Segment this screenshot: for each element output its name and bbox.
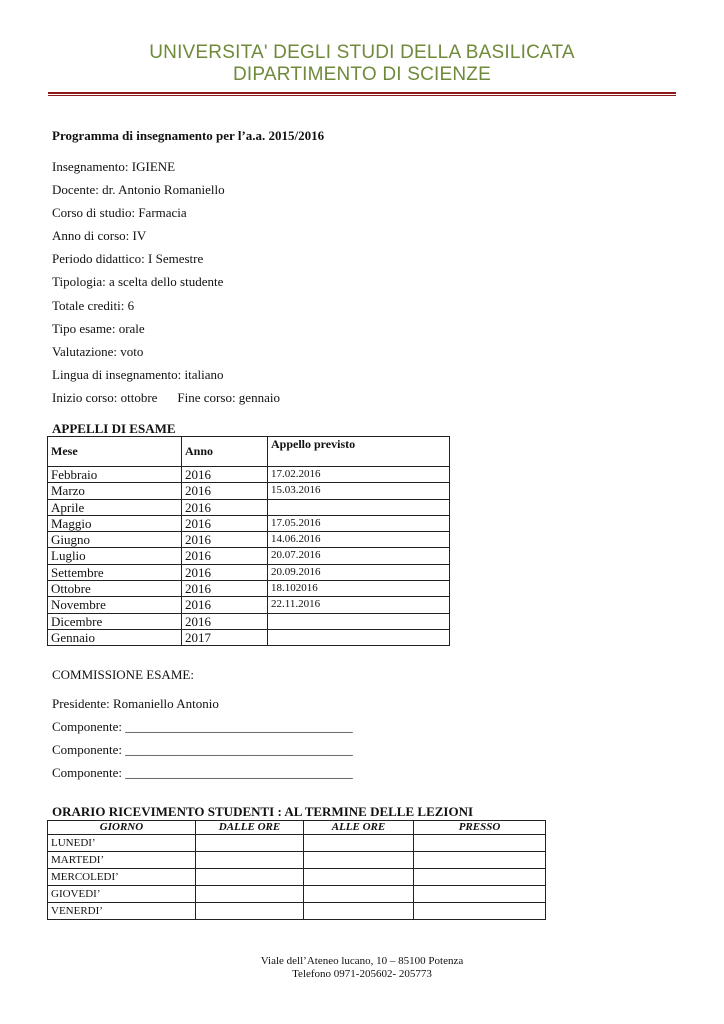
cell-anno: 2016 [182, 499, 268, 515]
cell-appello: 17.05.2016 [268, 515, 450, 531]
header-presso: PRESSO [414, 821, 546, 835]
cell-appello [268, 499, 450, 515]
cell-giorno: MARTEDI’ [48, 852, 196, 869]
cell-anno: 2016 [182, 467, 268, 483]
info-tipo-esame: Tipo esame: orale [52, 320, 145, 336]
info-anno: Anno di corso: IV [52, 228, 147, 244]
footer [0, 955, 724, 981]
cell-mese: Luglio [48, 548, 182, 564]
table-row [48, 581, 450, 597]
cell-anno: 2016 [182, 548, 268, 564]
cell-presso [414, 852, 546, 869]
cell-dalle-ore [196, 869, 304, 886]
cell-appello: 17.02.2016 [268, 467, 450, 483]
header-dalle-ore: DALLE ORE [196, 821, 304, 835]
cell-mese: Dicembre [48, 613, 182, 629]
course-info [52, 158, 280, 412]
table-row [48, 483, 450, 499]
cell-anno: 2016 [182, 515, 268, 531]
header-divider [48, 92, 676, 96]
cell-presso [414, 886, 546, 903]
cell-appello: 20.09.2016 [268, 564, 450, 580]
orario-title: ORARIO RICEVIMENTO STUDENTI : AL TERMINE DELLE LEZIONI [52, 804, 474, 819]
cell-appello: 18.102016 [268, 581, 450, 597]
table-row [48, 629, 450, 645]
cell-alle-ore [304, 903, 414, 920]
document-title: Programma di insegnamento per l’a.a. 2015/2016 [52, 128, 325, 143]
cell-anno: 2017 [182, 629, 268, 645]
cell-appello: 14.06.2016 [268, 532, 450, 548]
cell-appello [268, 629, 450, 645]
commissione-presidente: Presidente: Romaniello Antonio [52, 696, 219, 711]
orario-header-row [48, 821, 546, 835]
appelli-header-row [48, 437, 450, 467]
cell-giorno: VENERDI’ [48, 903, 196, 920]
cell-mese: Marzo [48, 483, 182, 499]
cell-alle-ore [304, 869, 414, 886]
cell-dalle-ore [196, 852, 304, 869]
table-row [48, 852, 546, 869]
cell-dalle-ore [196, 903, 304, 920]
cell-presso [414, 903, 546, 920]
info-corso: Corso di studio: Farmacia [52, 205, 187, 221]
info-inizio: Inizio corso: ottobre [52, 389, 158, 405]
table-row [48, 467, 450, 483]
cell-anno: 2016 [182, 581, 268, 597]
table-row [48, 597, 450, 613]
table-row [48, 515, 450, 531]
letterhead [0, 42, 724, 86]
info-tipologia: Tipologia: a scelta dello studente [52, 274, 224, 290]
cell-alle-ore [304, 852, 414, 869]
cell-mese: Novembre [48, 597, 182, 613]
cell-mese: Giugno [48, 532, 182, 548]
cell-giorno: MERCOLEDI’ [48, 869, 196, 886]
table-row [48, 564, 450, 580]
header-mese: Mese [48, 437, 182, 467]
cell-anno: 2016 [182, 597, 268, 613]
orario-table [47, 820, 546, 920]
university-name: UNIVERSITA' DEGLI STUDI DELLA BASILICATA [149, 42, 575, 63]
info-lingua: Lingua di insegnamento: italiano [52, 366, 224, 382]
info-insegnamento: Insegnamento: IGIENE [52, 159, 176, 174]
cell-mese: Aprile [48, 499, 182, 515]
appelli-table [47, 436, 450, 646]
cell-mese: Febbraio [48, 467, 182, 483]
cell-alle-ore [304, 886, 414, 903]
cell-appello: 15.03.2016 [268, 483, 450, 499]
commissione-componente-3: Componente: ___________________________________ [52, 765, 353, 780]
info-valutazione: Valutazione: voto [52, 343, 144, 359]
cell-presso [414, 835, 546, 852]
cell-presso [414, 869, 546, 886]
header-giorno: GIORNO [48, 821, 196, 835]
department-name: DIPARTIMENTO DI SCIENZE [233, 64, 491, 85]
header-anno: Anno [182, 437, 268, 467]
info-crediti: Totale crediti: 6 [52, 297, 135, 313]
header-alle-ore: ALLE ORE [304, 821, 414, 835]
info-fine: Fine corso: gennaio [177, 389, 280, 405]
header-appello: Appello previsto [268, 437, 450, 467]
table-row [48, 613, 450, 629]
cell-anno: 2016 [182, 483, 268, 499]
cell-giorno: GIOVEDI’ [48, 886, 196, 903]
cell-anno: 2016 [182, 564, 268, 580]
cell-mese: Gennaio [48, 629, 182, 645]
table-row [48, 903, 546, 920]
cell-giorno: LUNEDI’ [48, 835, 196, 852]
appelli-title: APPELLI DI ESAME [52, 421, 176, 436]
cell-dalle-ore [196, 886, 304, 903]
footer-address: Viale dell’Ateneo lucano, 10 – 85100 Potenza [260, 955, 464, 967]
info-periodo: Periodo didattico: I Semestre [52, 251, 204, 267]
commissione-componente-1: Componente: ___________________________________ [52, 719, 353, 734]
cell-appello: 22.11.2016 [268, 597, 450, 613]
cell-anno: 2016 [182, 613, 268, 629]
info-docente: Docente: dr. Antonio Romaniello [52, 182, 225, 198]
cell-mese: Ottobre [48, 581, 182, 597]
table-row [48, 548, 450, 564]
commissione-title: COMMISSIONE ESAME: [52, 667, 194, 682]
table-row [48, 499, 450, 515]
table-row [48, 835, 546, 852]
cell-mese: Settembre [48, 564, 182, 580]
cell-dalle-ore [196, 835, 304, 852]
commissione-componente-2: Componente: ___________________________________ [52, 742, 353, 757]
cell-appello [268, 613, 450, 629]
table-row [48, 886, 546, 903]
info-dates [52, 389, 280, 412]
cell-mese: Maggio [48, 515, 182, 531]
table-row [48, 869, 546, 886]
footer-phone: Telefono 0971-205602- 205773 [292, 968, 432, 980]
cell-alle-ore [304, 835, 414, 852]
cell-anno: 2016 [182, 532, 268, 548]
table-row [48, 532, 450, 548]
cell-appello: 20.07.2016 [268, 548, 450, 564]
